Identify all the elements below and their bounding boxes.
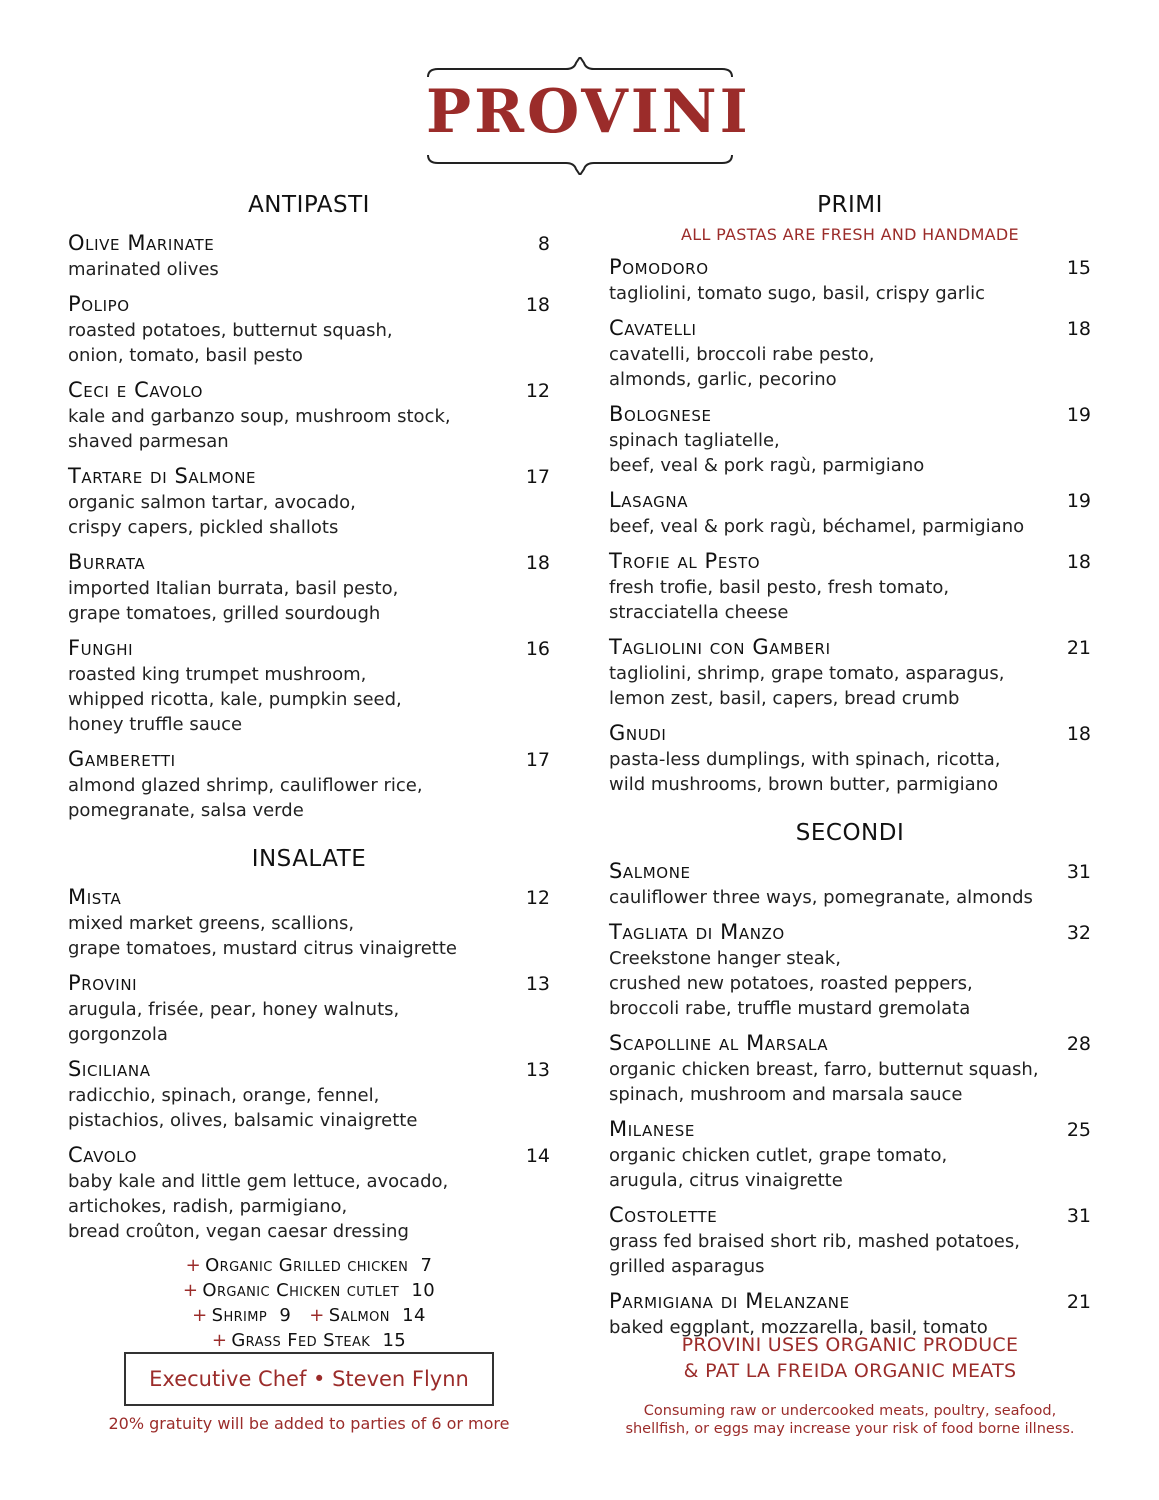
menu-item bbox=[68, 884, 550, 961]
addon-line bbox=[68, 1303, 550, 1328]
menu-item bbox=[68, 230, 550, 282]
menu-item-description: radicchio, spinach, orange, fennel, pistachios, olives, balsamic vinaigrette bbox=[68, 1085, 418, 1131]
menu-item-price: 21 bbox=[1066, 637, 1091, 659]
menu-item-header bbox=[609, 720, 1091, 747]
menu-item-header bbox=[609, 1288, 1091, 1315]
organic-note-line: & PAT LA FREIDA ORGANIC MEATS bbox=[683, 1360, 1017, 1382]
logo-wordmark: PROVINI bbox=[426, 77, 751, 147]
menu-item-description: marinated olives bbox=[68, 259, 219, 280]
menu-item-price: 14 bbox=[525, 1145, 550, 1167]
menu-item-description: arugula, frisée, pear, honey walnuts, gorgonzola bbox=[68, 999, 400, 1045]
plus-icon: + bbox=[211, 1330, 228, 1351]
menu-item-name: Trofie al Pesto bbox=[609, 549, 761, 573]
menu-item-price: 16 bbox=[525, 638, 550, 660]
menu-item-description: organic chicken cutlet, grape tomato, arugula, citrus vinaigrette bbox=[609, 1145, 948, 1191]
menu-item-name: Cavatelli bbox=[609, 316, 697, 340]
menu-item-description: roasted king trumpet mushroom, whipped ricotta, kale, pumpkin seed, honey truffle sauce bbox=[68, 664, 402, 735]
addon-label: Shrimp bbox=[211, 1305, 268, 1326]
menu-item-description: mixed market greens, scallions, grape tomatoes, mustard citrus vinaigrette bbox=[68, 913, 457, 959]
menu-item-price: 12 bbox=[525, 380, 550, 402]
salad-addons bbox=[68, 1253, 550, 1353]
menu-item-price: 18 bbox=[1066, 723, 1091, 745]
menu-item-name: Tagliolini con Gamberi bbox=[609, 635, 831, 659]
menu-item-price: 28 bbox=[1066, 1033, 1091, 1055]
menu-item bbox=[68, 970, 550, 1047]
menu-item-description: cauliflower three ways, pomegranate, almonds bbox=[609, 887, 1033, 908]
menu-item-header bbox=[609, 634, 1091, 661]
menu-item-price: 21 bbox=[1066, 1291, 1091, 1313]
organic-note-line: PROVINI USES ORGANIC PRODUCE bbox=[681, 1334, 1019, 1356]
secondi-list bbox=[609, 858, 1091, 1340]
menu-item-name: Mista bbox=[68, 885, 122, 909]
menu-item-price: 25 bbox=[1066, 1119, 1091, 1141]
menu-item-description: tagliolini, tomato sugo, basil, crispy garlic bbox=[609, 283, 985, 304]
menu-item-price: 18 bbox=[1066, 318, 1091, 340]
menu-item-name: Tartare di Salmone bbox=[68, 464, 257, 488]
menu-item-description: imported Italian burrata, basil pesto, grape tomatoes, grilled sourdough bbox=[68, 578, 399, 624]
section-title-antipasti: ANTIPASTI bbox=[248, 192, 370, 218]
section-title-secondi: SECONDI bbox=[795, 820, 905, 846]
menu-item bbox=[68, 377, 550, 454]
menu-item-name: Salmone bbox=[609, 859, 691, 883]
menu-item-name: Parmigiana di Melanzane bbox=[609, 1289, 850, 1313]
menu-item-name: Milanese bbox=[609, 1117, 696, 1141]
menu-item bbox=[609, 720, 1091, 797]
menu-item bbox=[609, 919, 1091, 1021]
menu-item bbox=[609, 548, 1091, 625]
menu-item-price: 13 bbox=[525, 973, 550, 995]
menu-item bbox=[609, 1030, 1091, 1107]
primi-list bbox=[609, 254, 1091, 797]
menu-item-price: 19 bbox=[1066, 490, 1091, 512]
gratuity-note: 20% gratuity will be added to parties of 6 or more bbox=[108, 1414, 510, 1433]
menu-item-price: 17 bbox=[525, 466, 550, 488]
menu-item-header bbox=[609, 487, 1091, 514]
menu-item-description: Creekstone hanger steak, crushed new potatoes, roasted peppers, broccoli rabe, truffle mustard gremolata bbox=[609, 948, 973, 1019]
menu-item bbox=[609, 315, 1091, 392]
menu-item-header bbox=[68, 1056, 550, 1083]
menu-item-price: 31 bbox=[1066, 1205, 1091, 1227]
menu-item-name: Cavolo bbox=[68, 1143, 137, 1167]
menu-item-name: Burrata bbox=[68, 550, 146, 574]
menu-item-name: Polipo bbox=[68, 292, 130, 316]
addon-label: Grass Fed Steak bbox=[231, 1330, 371, 1351]
menu-item-description: baked eggplant, mozzarella, basil, tomato bbox=[609, 1317, 988, 1338]
menu-item-header bbox=[68, 884, 550, 911]
menu-item-header bbox=[68, 291, 550, 318]
menu-item-price: 18 bbox=[1066, 551, 1091, 573]
menu-item bbox=[68, 746, 550, 823]
menu-item-price: 32 bbox=[1066, 922, 1091, 944]
executive-chef-box: Executive Chef • Steven Flynn bbox=[124, 1352, 494, 1406]
antipasti-list bbox=[68, 230, 550, 823]
menu-item-price: 13 bbox=[525, 1059, 550, 1081]
menu-item-price: 15 bbox=[1066, 257, 1091, 279]
menu-item-description: grass fed braised short rib, mashed potatoes, grilled asparagus bbox=[609, 1231, 1020, 1277]
menu-item-name: Funghi bbox=[68, 636, 134, 660]
menu-item-description: tagliolini, shrimp, grape tomato, asparagus, lemon zest, basil, capers, bread crumb bbox=[609, 663, 1005, 709]
menu-item bbox=[609, 254, 1091, 306]
menu-item-header bbox=[68, 230, 550, 257]
menu-item bbox=[609, 1116, 1091, 1193]
addon-price: 15 bbox=[382, 1330, 407, 1351]
menu-item bbox=[609, 1202, 1091, 1279]
menu-item-header bbox=[68, 746, 550, 773]
menu-item-header bbox=[68, 549, 550, 576]
menu-item-description: cavatelli, broccoli rabe pesto, almonds, garlic, pecorino bbox=[609, 344, 875, 390]
addon-line bbox=[68, 1328, 550, 1353]
menu-item-price: 8 bbox=[537, 233, 550, 255]
menu-item bbox=[609, 634, 1091, 711]
menu-item-name: Provini bbox=[68, 971, 138, 995]
plus-icon: + bbox=[185, 1255, 202, 1276]
primi-note: ALL PASTAS ARE FRESH AND HANDMADE bbox=[681, 225, 1019, 244]
addon-price: 9 bbox=[279, 1305, 292, 1326]
menu-item-name: Pomodoro bbox=[609, 255, 709, 279]
menu-item-header bbox=[609, 1030, 1091, 1057]
menu-item-header bbox=[68, 1142, 550, 1169]
menu-item bbox=[609, 487, 1091, 539]
menu-item-name: Gamberetti bbox=[68, 747, 176, 771]
addon-price: 14 bbox=[402, 1305, 426, 1326]
addon-label: Organic Chicken cutlet bbox=[202, 1280, 400, 1301]
menu-item bbox=[68, 635, 550, 737]
menu-item-price: 17 bbox=[525, 749, 550, 771]
plus-icon: + bbox=[192, 1305, 208, 1326]
menu-item bbox=[68, 1142, 550, 1244]
menu-item-price: 18 bbox=[525, 294, 550, 316]
menu-item-name: Ceci e Cavolo bbox=[68, 378, 204, 402]
menu-item-header bbox=[609, 858, 1091, 885]
menu-item-price: 12 bbox=[525, 887, 550, 909]
menu-item-header bbox=[609, 315, 1091, 342]
menu-item-header bbox=[609, 401, 1091, 428]
section-title-insalate: INSALATE bbox=[251, 846, 367, 872]
menu-item-name: Tagliata di Manzo bbox=[609, 920, 785, 944]
menu-item-header bbox=[609, 548, 1091, 575]
menu-item-name: Siciliana bbox=[68, 1057, 151, 1081]
menu-item-header bbox=[609, 254, 1091, 281]
addon-line bbox=[68, 1253, 550, 1278]
menu-item-header bbox=[609, 919, 1091, 946]
menu-item-header bbox=[68, 463, 550, 490]
menu-item-name: Olive Marinate bbox=[68, 231, 215, 255]
right-column bbox=[609, 190, 1091, 1349]
menu-item-header bbox=[68, 970, 550, 997]
menu-item-name: Bolognese bbox=[609, 402, 712, 426]
menu-item-description: beef, veal & pork ragù, béchamel, parmigiano bbox=[609, 516, 1025, 537]
disclaimer-line: shellfish, or eggs may increase your risk of food borne illness. bbox=[625, 1421, 1075, 1437]
addon-label: Salmon bbox=[328, 1305, 390, 1326]
addon-label: Organic Grilled chicken bbox=[205, 1255, 409, 1276]
menu-item-description: kale and garbanzo soup, mushroom stock, shaved parmesan bbox=[68, 406, 451, 452]
menu-item bbox=[68, 291, 550, 368]
menu-item bbox=[609, 401, 1091, 478]
menu-item-price: 31 bbox=[1066, 861, 1091, 883]
menu-item-description: fresh trofie, basil pesto, fresh tomato, stracciatella cheese bbox=[609, 577, 950, 623]
plus-icon: + bbox=[182, 1280, 199, 1301]
menu-item-name: Lasagna bbox=[609, 488, 689, 512]
menu-item-name: Scapolline al Marsala bbox=[609, 1031, 829, 1055]
menu-item bbox=[68, 1056, 550, 1133]
plus-icon: + bbox=[309, 1305, 325, 1326]
section-title-primi: PRIMI bbox=[817, 192, 883, 218]
food-safety-disclaimer bbox=[609, 1402, 1091, 1438]
menu-item bbox=[68, 549, 550, 626]
menu-item-price: 18 bbox=[525, 552, 550, 574]
menu-item-header bbox=[609, 1202, 1091, 1229]
menu-item-price: 19 bbox=[1066, 404, 1091, 426]
menu-item-description: organic salmon tartar, avocado, crispy capers, pickled shallots bbox=[68, 492, 356, 538]
menu-item-description: baby kale and little gem lettuce, avocado, artichokes, radish, parmigiano, bread croûton, vegan caesar dressing bbox=[68, 1171, 449, 1242]
insalate-list bbox=[68, 884, 550, 1244]
menu-item-header bbox=[68, 377, 550, 404]
menu-item-header bbox=[609, 1116, 1091, 1143]
addon-price: 7 bbox=[420, 1255, 433, 1276]
menu-item-header bbox=[68, 635, 550, 662]
menu-item-description: organic chicken breast, farro, butternut squash, spinach, mushroom and marsala sauce bbox=[609, 1059, 1039, 1105]
disclaimer-line: Consuming raw or undercooked meats, poultry, seafood, bbox=[643, 1403, 1057, 1419]
addon-line bbox=[68, 1278, 550, 1303]
menu-item bbox=[68, 463, 550, 540]
menu-item bbox=[609, 858, 1091, 910]
menu-item-name: Gnudi bbox=[609, 721, 667, 745]
menu-item-description: almond glazed shrimp, cauliflower rice, pomegranate, salsa verde bbox=[68, 775, 423, 821]
organic-note bbox=[609, 1332, 1091, 1384]
menu-item-description: roasted potatoes, butternut squash, onion, tomato, basil pesto bbox=[68, 320, 393, 366]
addon-price: 10 bbox=[411, 1280, 436, 1301]
menu-item-description: pasta-less dumplings, with spinach, ricotta, wild mushrooms, brown butter, parmigiano bbox=[609, 749, 1001, 795]
left-column bbox=[68, 190, 550, 1353]
menu-item-name: Costolette bbox=[609, 1203, 718, 1227]
menu-item-description: spinach tagliatelle, beef, veal & pork ragù, parmigiano bbox=[609, 430, 925, 476]
logo bbox=[426, 57, 751, 175]
